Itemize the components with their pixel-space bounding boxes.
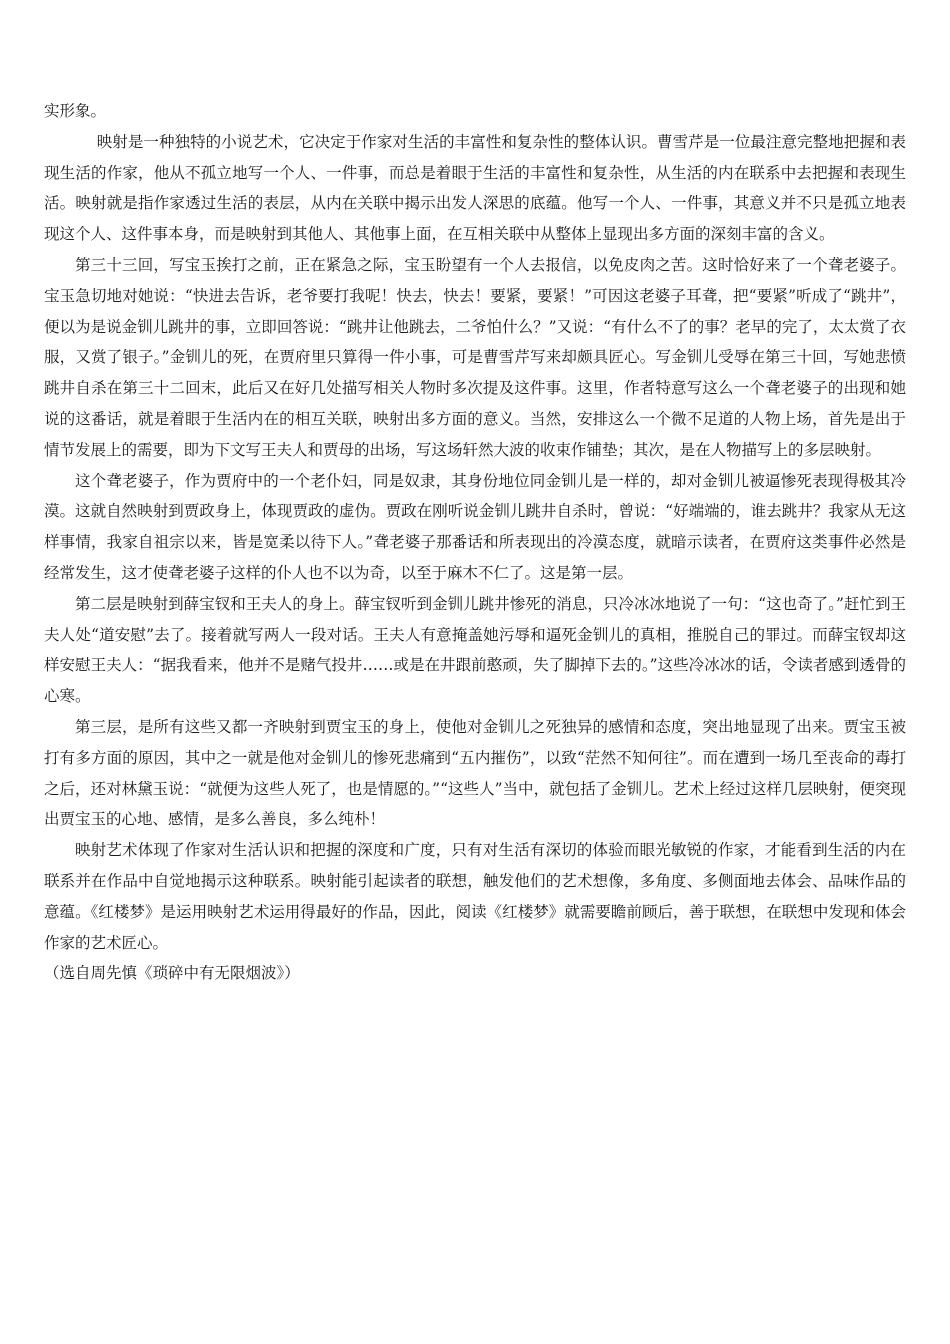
paragraph-continuation: 实形象。 xyxy=(44,102,107,120)
article-body xyxy=(44,96,906,989)
paragraph-chapter-33: 第三十三回，写宝玉挨打之前，正在紧急之际，宝玉盼望有一个人去报信，以免皮肉之苦。这时恰好来了一个聋老婆子。宝玉急切地对她说：“快进去告诉，老爷要打我呢！快去，快去！要紧，要紧！”可因这老婆子耳聋，把“要紧”听成了“跳井”，便以为是说金钏儿跳井的事，立即回答说：“跳井让他跳去，二爷怕什么？”又说：“有什么不了的事？老早的完了，太太赏了衣服，又赏了银子。”金钏儿的死，在贾府里只算得一件小事，可是曹雪芹写来却颇具匠心。写金钏儿受辱在第三十回，写她悲愤跳井自杀在第三十二回末，此后又在好几处描写相关人物时多次提及这件事。这里，作者特意写这么一个聋老婆子的出现和她说的这番话，就是着眼于生活内在的相互关联，映射出多方面的意义。当然，安排这么一个微不足道的人物上场，首先是出于情节发展上的需要，即为下文写王夫人和贾母的出场，写这场轩然大波的收束作铺垫；其次，是在人物描写上的多层映射。 xyxy=(44,255,906,459)
paragraph-conclusion: 映射艺术体现了作家对生活认识和把握的深度和广度，只有对生活有深切的体验而眼光敏锐的作家，才能看到生活的内在联系并在作品中自觉地揭示这种联系。映射能引起读者的联想，触发他们的艺术想像，多角度、多侧面地去体会、品味作品的意蕴。《红楼梦》是运用映射艺术运用得最好的作品，因此，阅读《红楼梦》就需要瞻前顾后，善于联想，在联想中发现和体会作家的艺术匠心。 xyxy=(44,841,906,952)
paragraph-first-layer: 这个聋老婆子，作为贾府中的一个老仆妇，同是奴隶，其身份地位同金钏儿是一样的，却对金钏儿被逼惨死表现得极其冷漠。这就自然映射到贾政身上，体现贾政的虚伪。贾政在刚听说金钏儿跳井自杀时，曾说：“好端端的，谁去跳井？我家从无这样事情，我家自祖宗以来，皆是宽柔以待下人。”聋老婆子那番话和所表现出的冷漠态度，就暗示读者，在贾府这类事件必然是经常发生，这才使聋老婆子这样的仆人也不以为奇，以至于麻木不仁了。这是第一层。 xyxy=(44,471,906,582)
source-citation: （选自周先慎《琐碎中有无限烟波》） xyxy=(44,964,300,983)
paragraph-intro: 映射是一种独特的小说艺术，它决定于作家对生活的丰富性和复杂性的整体认识。曹雪芹是一位最注意完整地把握和表现生活的作家，他从不孤立地写一个人、一件事，而总是着眼于生活的丰富性和复杂性，从生活的内在联系中去把握和表现生活。映射就是指作家透过生活的表层，从内在关联中揭示出发人深思的底蕴。他写一个人、一件事，其意义并不只是孤立地表现这个人、这件事本身，而是映射到其他人、其他事上面，在互相关联中从整体上显现出多方面的深刻丰富的含义。 xyxy=(44,132,906,244)
paragraph-third-layer: 第三层，是所有这些又都一齐映射到贾宝玉的身上，使他对金钏儿之死独异的感情和态度，突出地显现了出来。贾宝玉被打有多方面的原因，其中之一就是他对金钏儿的惨死悲痛到“五内摧伤”，以致“茫然不知何往”。而在遭到一场几至丧命的毒打之后，还对林黛玉说：“就便为这些人死了，也是情愿的。”“这些人”当中，就包括了金钏儿。艺术上经过这样几层映射，便突现出贾宝玉的心地、感情，是多么善良，多么纯朴！ xyxy=(44,717,906,829)
paragraph-second-layer: 第二层是映射到薛宝钗和王夫人的身上。薛宝钗听到金钏儿跳井惨死的消息，只冷冰冰地说了一句：“这也奇了。”赶忙到王夫人处“道安慰”去了。接着就写两人一段对话。王夫人有意掩盖她污辱和逼死金钏儿的真相，推脱自己的罪过。而薛宝钗却这样安慰王夫人：“据我看来，他并不是赌气投井……或是在井跟前憨顽，失了脚掉下去的。”这些冷冰冰的话，令读者感到透骨的心寒。 xyxy=(44,594,906,706)
